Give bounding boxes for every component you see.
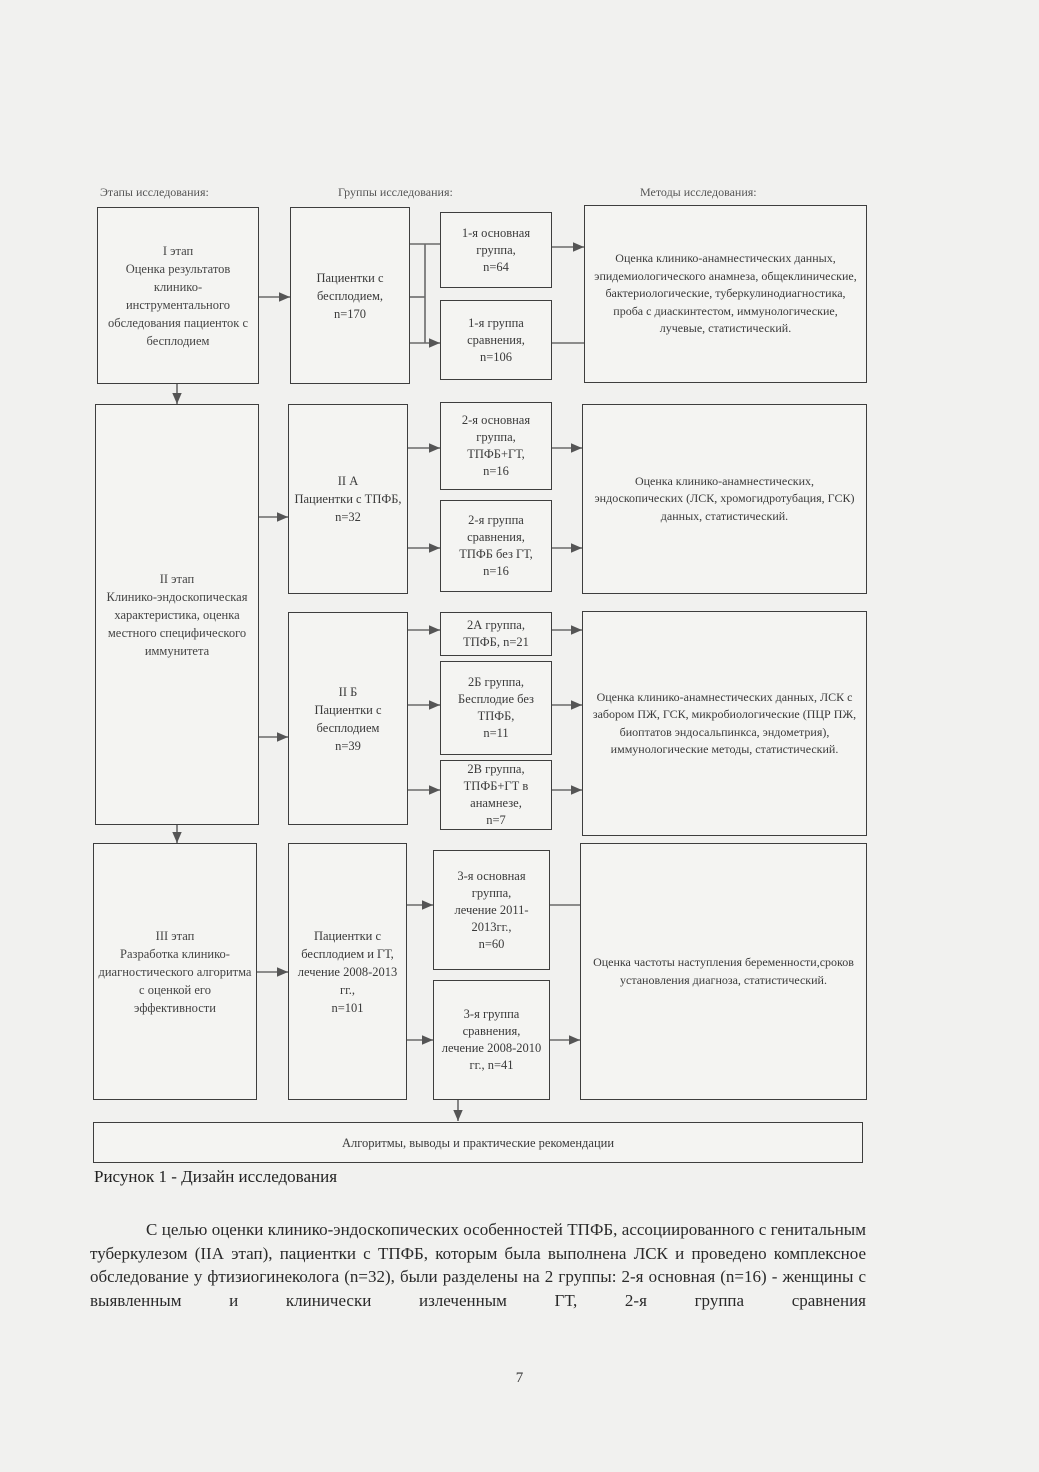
stage-3-patients-box [288,843,407,1100]
stage-2-text: II этап Клинико-эндоскопическая характеристика, оценка местного специфического иммунитета [106,571,248,658]
group-2a-box [440,612,552,656]
group-1-comparison-text: 1-я группа сравнения, n=106 [467,315,525,364]
stage-2-box [95,404,259,825]
group-2v-text: 2В группа, ТПФБ+ГТ в анамнезе, n=7 [463,762,529,827]
stage-2b-methods-text: Оценка клинико-анамнестических данных, ЛСК с забором ПЖ, ГСК, микробиологические (ПЦР ПЖ, биоптатов эндосальпинкса, эндометрия), иммунологические методы, статистический. [592,689,857,756]
body-paragraph [90,1218,866,1312]
stage-1-patients-box [290,207,410,384]
stage-3-text: III этап Разработка клинико-диагностического алгоритма с оценкой его эффективности [98,928,252,1015]
stage-2a-patients-text: II А Пациентки с ТПФБ, n=32 [294,474,402,524]
group-2v-box [440,760,552,830]
group-2-main-box [440,402,552,490]
stage-1-methods-box [584,205,867,383]
page-number: 7 [515,1370,524,1386]
header-stages: Этапы исследования: [100,185,209,199]
stage-1-box [97,207,259,384]
group-1-main-text: 1-я основная группа, n=64 [461,225,531,274]
group-3-comparison-text: 3-я группа сравнения, лечение 2008-2010 гг., n=41 [441,1007,542,1072]
group-1-main-box [440,212,552,288]
figure-caption: Рисунок 1 - Дизайн исследования [94,1167,338,1186]
final-conclusions-text: Алгоритмы, выводы и практические рекомендации [341,1135,615,1150]
group-2a-text: 2А группа, ТПФБ, n=21 [463,618,529,649]
group-3-main-box [433,850,550,970]
stage-2b-patients-text: II Б Пациентки с бесплодием n=39 [314,684,382,753]
stage-3-methods-text: Оценка частоты наступления беременности,сроков установления диагноза, статистический. [593,955,854,987]
group-2-comparison-text: 2-я группа сравнения, ТПФБ без ГТ, n=16 [459,513,533,578]
stage-3-patients-text: Пациентки с бесплодием и ГТ, лечение 2008-2013 гг., n=101 [297,928,398,1015]
group-1-comparison-box [440,300,552,380]
header-groups: Группы исследования: [338,185,453,199]
group-2b-box [440,661,552,755]
header-methods: Методы исследования: [640,185,757,199]
stage-2b-methods-box [582,611,867,836]
stage-2a-patients-box [288,404,408,594]
stage-1-methods-text: Оценка клинико-анамнестических данных, эпидемиологического анамнеза, общеклинические, бактериологические, туберкулинодиагностика, проба с диаскинтестом, иммунологические, лучевые, статистический. [594,251,857,336]
stage-3-methods-box [580,843,867,1100]
group-2-main-text: 2-я основная группа, ТПФБ+ГТ, n=16 [461,413,531,478]
group-3-comparison-box [433,980,550,1100]
stage-3-box [93,843,257,1100]
stage-2a-methods-text: Оценка клинико-анамнестических, эндоскопических (ЛСК, хромогидротубация, ГСК) данных, статистический. [594,473,855,523]
body-paragraph-text: С целью оценки клинико-эндоскопических особенностей ТПФБ, ассоциированного с генитальным туберкулезом (IIА этап), пациентки с ТПФБ, которым была выполнена ЛСК и проведено комплексное обследование у фтизиогинеколога (n=32), были разделены на 2 группы: 2-я основная (n=16) - женщины с выявленным и клинически излеченным ГТ, 2-я группа сравнения [90,1220,866,1310]
group-2b-text: 2Б группа, Бесплодие без ТПФБ, n=11 [458,675,534,740]
stage-1-text: I этап Оценка результатов клинико-инструментального обследования пациенток с бесплодием [107,243,249,348]
stage-1-patients-text: Пациентки с бесплодием, n=170 [316,270,384,321]
group-3-main-text: 3-я основная группа, лечение 2011-2013гг., n=60 [454,868,529,951]
stage-2b-patients-box [288,612,408,825]
final-conclusions-box [93,1122,863,1163]
group-2-comparison-box [440,500,552,592]
stage-2a-methods-box [582,404,867,594]
